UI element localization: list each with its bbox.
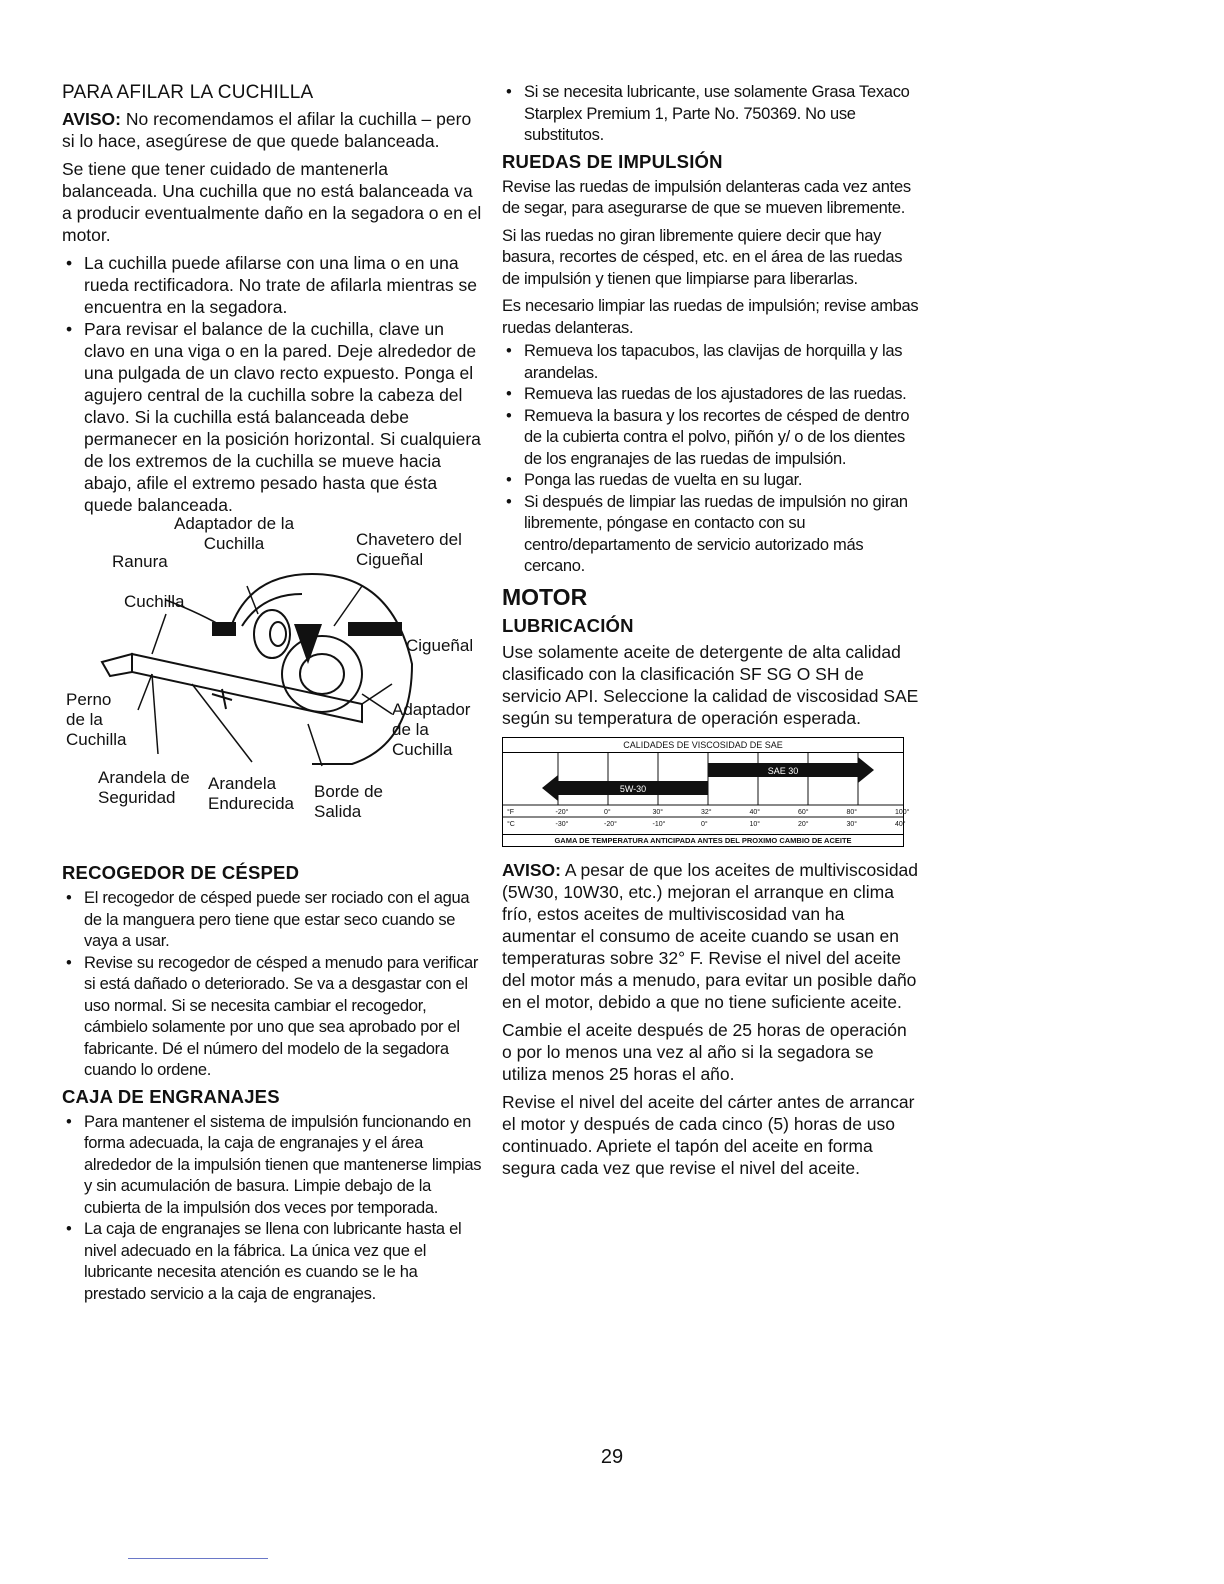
adapter-disc xyxy=(282,636,362,712)
label-arandela-endurecida: Arandela Endurecida xyxy=(208,774,295,813)
chart-plot xyxy=(503,753,910,829)
chart-tick-c: 30° xyxy=(846,820,858,828)
list-item: • Si después de limpiar las ruedas de impulsión no giran libremente, póngase en contacto con su centro/departamento de servicio autorizado más cercano. xyxy=(502,492,920,578)
section-title-caja: CAJA DE ENGRANAJES xyxy=(62,1085,280,1107)
list-item: • La cuchilla puede afilarse con una lima o en una rueda rectificadora. No trate de afilarla mientras se encuentra en la segadora. xyxy=(62,252,482,318)
paragraph-aceite: Use solamente aceite de detergente de alta calidad clasificado con la clasificación SF SG O SH de servicio API. Seleccione la calidad de viscosidad SAE según su temperatura de operación esperada. xyxy=(502,641,919,728)
label-chavetero: Chavetero del Cigueñal xyxy=(356,530,462,569)
chart-tick-f: -20° xyxy=(555,808,569,816)
chart-tick-f: 100° xyxy=(895,808,910,816)
section-title-recogedor: RECOGEDOR DE CÉSPED xyxy=(62,862,300,883)
chart-tick-c: -20° xyxy=(604,820,617,828)
chart-tick-c: 10° xyxy=(749,820,761,828)
recogedor-list xyxy=(62,888,482,1082)
engine-housing xyxy=(232,574,412,764)
ranura-block xyxy=(212,622,236,636)
list-item: • Si se necesita lubricante, use solamente Grasa Texaco Starplex Premium 1, Parte No. 750369. No use substitutos. xyxy=(502,82,920,147)
chart-footer: GAMA DE TEMPERATURA ANTICIPADA ANTES DEL PROXIMO CAMBIO DE ACEITE xyxy=(503,834,903,846)
crank-key xyxy=(254,610,290,658)
list-item: • Revise su recogedor de césped a menudo para verificar si está dañado o deteriorado. Se va a desgastar con el uso normal. Si se necesita cambiar el recogedor, cámbielo solamente por uno que sea aprobado por el fabricante. Dé el número del modelo de la segadora cuando lo ordene. xyxy=(62,953,482,1082)
footer-rule xyxy=(128,1558,268,1559)
section-title-ruedas: RUEDAS DE IMPULSIÓN xyxy=(502,150,723,172)
aviso-aceite xyxy=(502,859,920,1013)
label-borde-salida: Borde de Salida xyxy=(314,782,383,821)
chart-tick-f: 0° xyxy=(604,808,611,816)
chart-tick-f: 32° xyxy=(701,808,712,816)
left-column xyxy=(62,82,482,1309)
chart-tick-c: -30° xyxy=(555,820,569,828)
paragraph-cambio: Cambie el aceite después de 25 horas de operación o por lo menos una vez al año si la segadora se utiliza menos 25 horas el año. xyxy=(502,1019,907,1084)
list-item: • La caja de engranajes se llena con lubricante hasta el nivel adecuado en la fábrica. La única vez que el lubricante necesita atención es cuando se le ha prestado servicio a la caja de engranajes. xyxy=(62,1219,482,1305)
chart-tick-f: 30° xyxy=(652,808,664,816)
chart-tick-f: 40° xyxy=(749,808,761,816)
chart-tick-c: -10° xyxy=(652,820,666,828)
label-ranura: Ranura xyxy=(112,552,168,571)
list-item: • Remueva las ruedas de los ajustadores de las ruedas. xyxy=(502,384,920,406)
label-cuchilla: Cuchilla xyxy=(124,592,185,611)
list-item: • Remueva la basura y los recortes de césped de dentro de la cubierta contra el polvo, piñón y/ o de los dientes de los engranajes de las ruedas de impulsión. xyxy=(502,406,920,471)
paragraph-balance: Se tiene que tener cuidado de mantenerla balanceada. Una cuchilla que no está balanceada va a producir eventualmente daño en la segadora o en el motor. xyxy=(62,159,482,245)
subtitle-lubricacion: LUBRICACIÓN xyxy=(502,614,634,636)
aviso-text: No recomendamos el afilar la cuchilla – pero si lo hace, asegúrese de que quede balanceada. xyxy=(62,109,472,151)
ruedas-list xyxy=(502,341,920,578)
caja-list xyxy=(62,1112,482,1306)
aviso-text: A pesar de que los aceites de multiviscosidad (5W30, 10W30, etc.) mejoran el arranque en clima frío, estos aceites de multiviscosidad van ha aumentar el consumo de aceite cuando se usan en temperaturas sobre 32° F. Revise el nivel del aceite del motor más a menudo, para evitar un posible daño en el motor, debido a que no tiene suficiente aceite. xyxy=(502,859,919,1012)
list-item: • El recogedor de césped puede ser rociado con el agua de la manguera pero tiene que estar seco cuando se vaya a usar. xyxy=(62,888,482,953)
label-ciguenal: Cigueñal xyxy=(406,636,474,655)
chart-tick-c: 0° xyxy=(701,820,708,828)
afilar-list xyxy=(62,252,482,516)
list-item: • Ponga las ruedas de vuelta en su lugar. xyxy=(502,470,920,492)
paragraph-nivel: Revise el nivel del aceite del cárter antes de arrancar el motor y después de cada cinco (5) horas de uso continuado. Apriete el tapón del aceite en forma segura cada vez que revise el nivel del aceite. xyxy=(502,1091,915,1178)
lubricante-list xyxy=(502,82,920,147)
label-perno: Perno de la Cuchilla xyxy=(66,690,127,749)
label-adaptador: Adaptador de la Cuchilla xyxy=(392,700,471,759)
right-column xyxy=(502,82,920,1185)
aviso-afilar xyxy=(62,108,482,152)
page-number: 29 xyxy=(600,1446,624,1468)
aviso-label: AVISO: xyxy=(502,859,561,880)
chart-tick-c: 40° xyxy=(895,820,906,828)
chart-bar-label: SAE 30 xyxy=(767,765,799,776)
chart-tick-f: °F xyxy=(507,808,515,816)
chavetero-block xyxy=(348,622,402,636)
chart-tick-f: 60° xyxy=(798,808,809,816)
section-title-motor: MOTOR xyxy=(502,583,588,610)
list-item: • Remueva los tapacubos, las clavijas de horquilla y las arandelas. xyxy=(502,341,920,384)
label-arandela-seguridad: Arandela de Seguridad xyxy=(98,768,190,807)
blade-assembly-diagram xyxy=(62,514,492,844)
label-adaptador-cuchilla: Adaptador de la Cuchilla xyxy=(174,514,295,553)
chart-tick-f: 80° xyxy=(846,808,858,816)
list-item: • Para revisar el balance de la cuchilla, clave un clavo en una viga o en la pared. Deje alrededor de una pulgada de un clavo recto expuesto. Ponga el agujero central de la cuchilla sobre la cabeza del clavo. Si la cuchilla está balanceada debe permanecer en la posición horizontal. Si cualquiera de los extremos de la cuchilla se mueve hacia abajo, afile el extremo pesado hasta que ésta quede balanceada. xyxy=(62,318,482,516)
paragraph-ruedas-1: Revise las ruedas de impulsión delanteras cada vez antes de segar, para asegurarse de que se mueven libremente. xyxy=(502,177,911,217)
viscosity-chart xyxy=(502,737,910,847)
chart-tick-c: °C xyxy=(507,820,515,828)
chart-title: CALIDADES DE VISCOSIDAD DE SAE xyxy=(503,738,903,753)
chart-tick-c: 20° xyxy=(798,820,809,828)
section-title-afilar: PARA AFILAR LA CUCHILLA xyxy=(62,82,314,103)
paragraph-ruedas-3: Es necesario limpiar las ruedas de impulsión; revise ambas ruedas delanteras. xyxy=(502,297,919,337)
paragraph-ruedas-2: Si las ruedas no giran libremente quiere decir que hay basura, recortes de césped, etc. en el área de las ruedas de impulsión y tienen que limpiarse para liberarlas. xyxy=(502,226,903,288)
aviso-label: AVISO: xyxy=(62,109,121,129)
chart-bar-label: 5W-30 xyxy=(619,783,647,794)
list-item: • Para mantener el sistema de impulsión funcionando en forma adecuada, la caja de engranajes y el área alrededor de la impulsión tienen que mantenerse limpias y sin acumulación de basura. Limpie debajo de la cubierta de la impulsión dos veces por temporada. xyxy=(62,1112,482,1220)
